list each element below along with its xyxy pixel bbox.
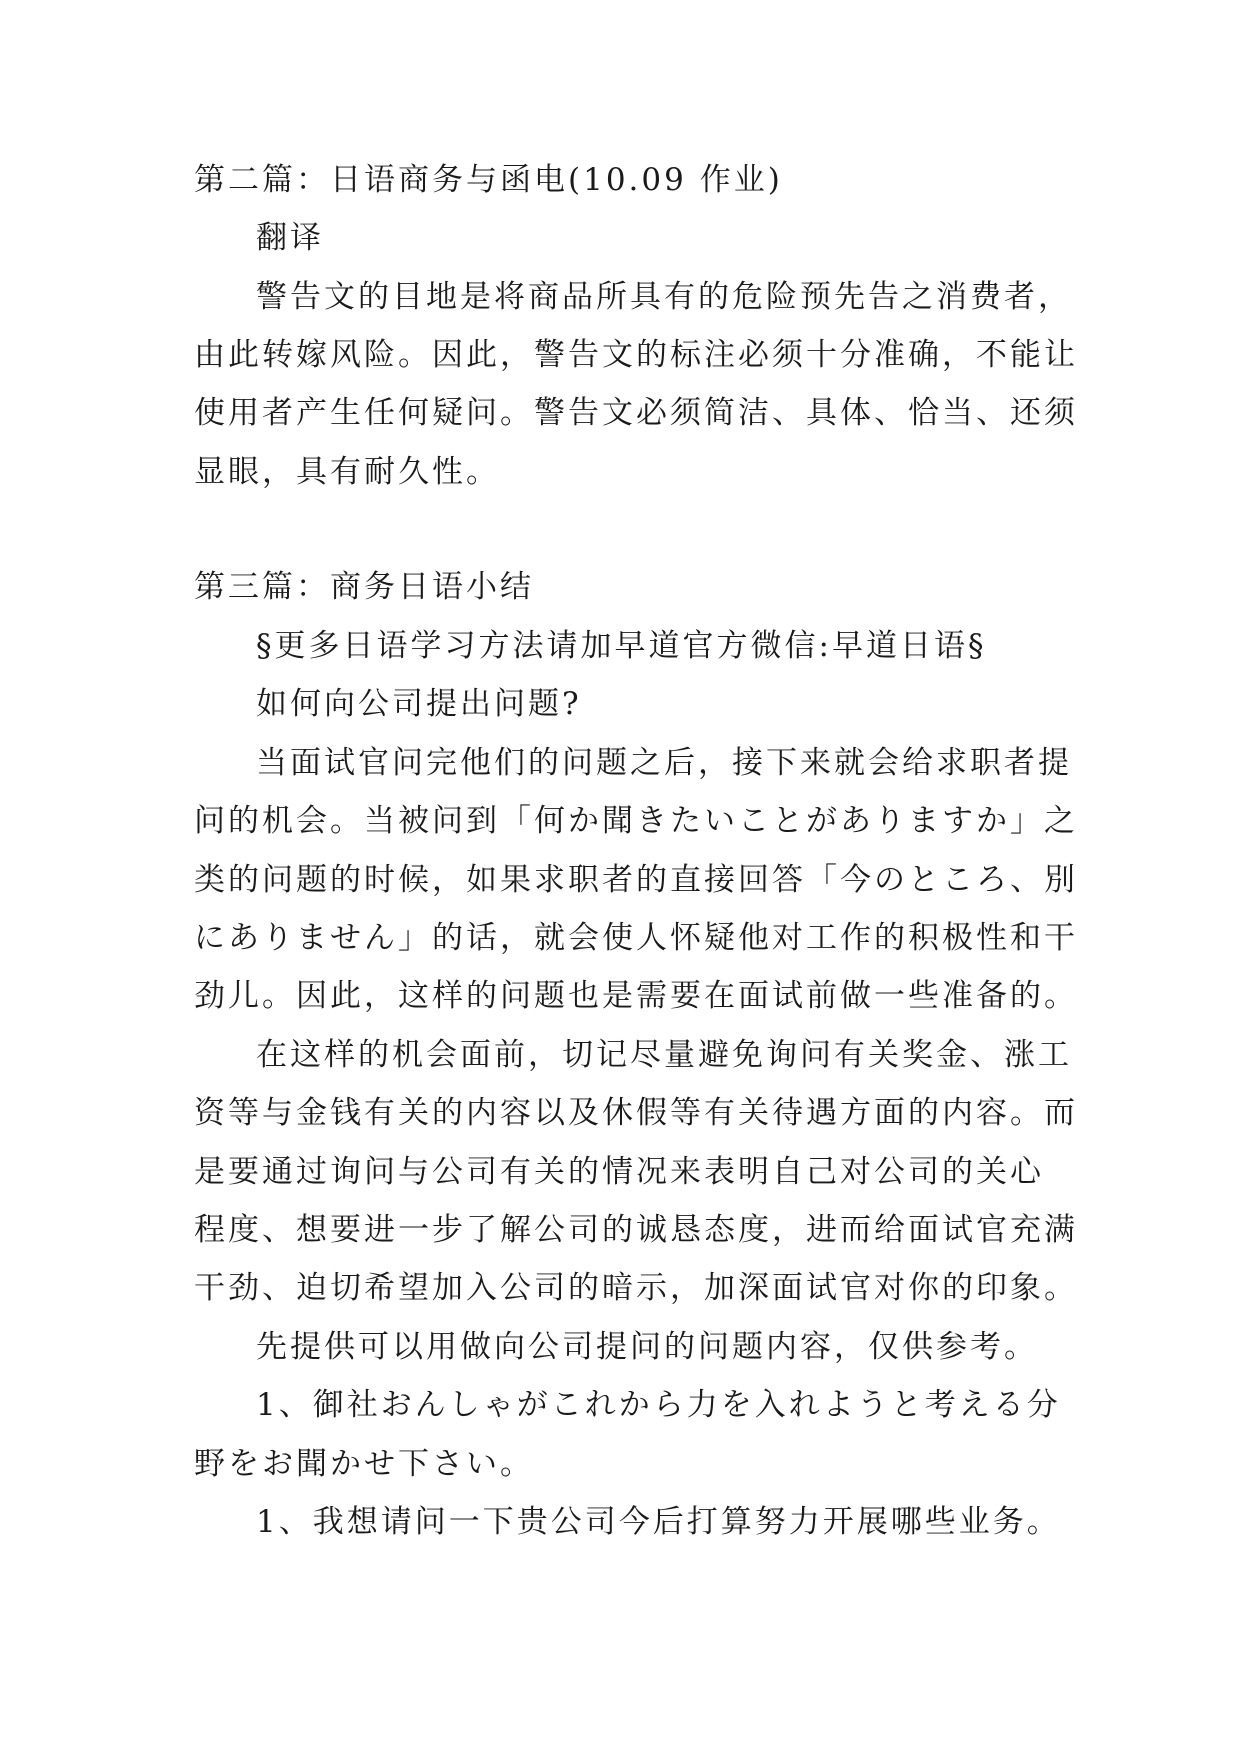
subheading: 如何向公司提出问题? (256, 686, 582, 722)
paragraph-line: 干劲、迫切希望加入公司的暗示，加深面试官对你的印象。 (194, 1270, 1078, 1306)
paragraph-line: 使用者产生任何疑问。警告文必须简洁、具体、恰当、还须 (194, 395, 1078, 431)
paragraph-line: 警告文的目地是将商品所具有的危险预先告之消费者， (256, 279, 1072, 315)
paragraph-line: 类的问题的时候，如果求职者的直接回答「今のところ、別 (194, 862, 1078, 898)
paragraph-line: 是要通过询问与公司有关的情况来表明自己对公司的关心 (194, 1154, 1044, 1190)
subheading: 翻译 (256, 220, 324, 256)
list-item: 1、御社おんしゃがこれから力を入れようと考える分 (256, 1387, 1061, 1423)
paragraph-line: にありません」的话，就会使人怀疑他对工作的积极性和干 (194, 920, 1078, 956)
section-heading: 第二篇：日语商务与函电(10.09 作业) (194, 162, 783, 198)
paragraph-line: 资等与金钱有关的内容以及休假等有关待遇方面的内容。而 (194, 1095, 1078, 1131)
paragraph-line: 当面试官问完他们的问题之后，接下来就会给求职者提 (256, 745, 1072, 781)
list-item: 1、我想请问一下贵公司今后打算努力开展哪些业务。 (256, 1504, 1061, 1540)
paragraph-line: 问的机会。当被问到「何か聞きたいことがありますか」之 (194, 803, 1078, 839)
list-item: 野をお聞かせ下さい。 (194, 1446, 534, 1482)
section-heading: 第三篇：商务日语小结 (194, 569, 534, 605)
paragraph-line: 劲儿。因此，这样的问题也是需要在面试前做一些准备的。 (194, 978, 1078, 1014)
paragraph-line: 由此转嫁风险。因此，警告文的标注必须十分准确，不能让 (194, 337, 1078, 373)
promo-line: §更多日语学习方法请加早道官方微信:早道日语§ (256, 628, 987, 664)
paragraph-line: 在这样的机会面前，切记尽量避免询问有关奖金、涨工 (256, 1037, 1072, 1073)
paragraph-line: 程度、想要进一步了解公司的诚恳态度，进而给面试官充满 (194, 1212, 1078, 1248)
paragraph-line: 显眼，具有耐久性。 (194, 454, 500, 490)
paragraph-line: 先提供可以用做向公司提问的问题内容，仅供参考。 (256, 1329, 1038, 1365)
